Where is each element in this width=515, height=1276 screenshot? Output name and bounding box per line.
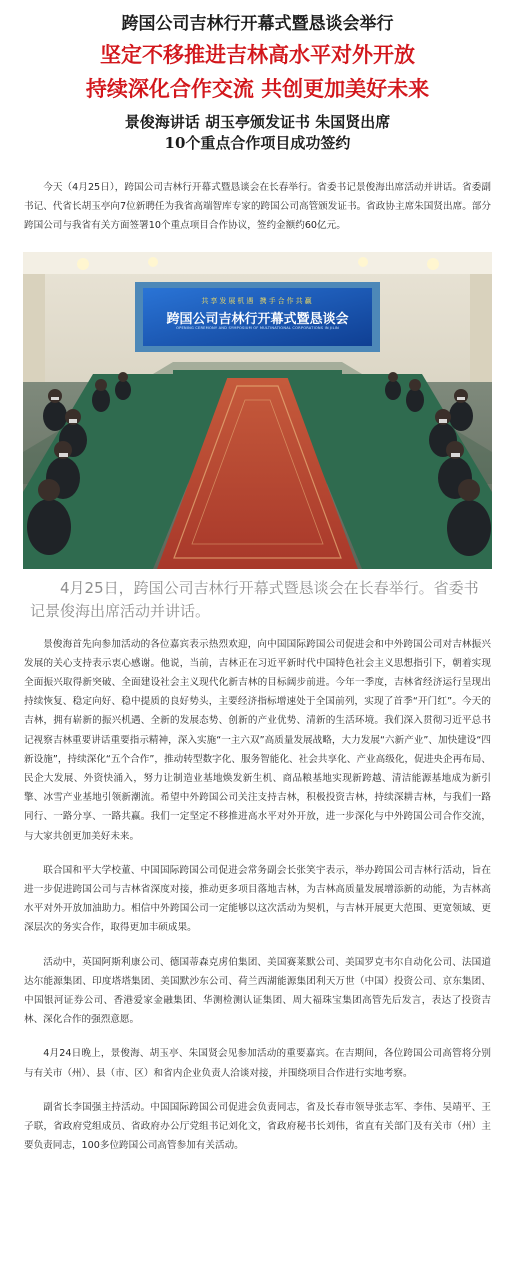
main-headline-line-2: 持续深化合作交流 共创更加美好未来: [85, 77, 430, 101]
kicker-title: 跨国公司吉林行开幕式暨恳谈会举行: [121, 14, 394, 34]
body-paragraph-3: 联合国和平大学校董、中国国际跨国公司促进会常务副会长张笑宇表示，举办跨国公司吉林行活动，旨在进一步促进跨国公司与吉林省深度对接，推动更多项目落地吉林，为吉林高质量发展增添新的动能，为吉林高水平对外开放加油助力。相信中外跨国公司一定能够以这次活动为契机，与吉林开展更大范围、更宽领域、更深层次的务实合作，取得更加丰硕成果。: [24, 864, 491, 934]
body-paragraph-2: 景俊海首先向参加活动的各位嘉宾表示热烈欢迎，向中国国际跨国公司促进会和中外跨国公司对吉林振兴发展的关心支持表示衷心感谢。他说，当前，吉林正在习近平新时代中国特色社会主义思想指引下，朝着实现全面振兴取得新突破、全面建设社会主义现代化新吉林的目标阔步前进。今年一季度，吉林省经济运行呈现出持续恢复、稳定向好、稳中提质的良好势头，主要经济指标增速处于全国前列，实现了首季“开门红”。今天的吉林，拥有崭新的振兴机遇、全新的发展态势、创新的产业优势、清新的生活环境。我们深入贯彻习近平总书记视察吉林重要讲话重要指示精神，深入实施“一主六双”高质量发展战略，大力发展“六新产业”、加快建设“四新设施”，持续深化“五个合作”，推动转型数字化、服务智能化、社会共享化、产业高级化，促进央企再布局、民企大发展、外资快涌入，努力让制造业基地焕发新生机、商品粮基地实现新跨越、清洁能源基地成为新引擎、冰雪产业基地引领新潮流。希望中外跨国公司关注支持吉林，积极投资吉林，持续深耕吉林，与我们一路同行、一路分享、一路共赢。我们一定坚定不移推进高水平对外开放，进一步深化与中外跨国公司合作交流，与大家共创更加美好未来。: [24, 638, 491, 842]
body-paragraph-5: 4月24日晚上，景俊海、胡玉亭、朱国贤会见参加活动的重要嘉宾。在吉期间，各位跨国公司高管将分别与有关市（州）、县（市、区）和省内企业负责人洽谈对接，并围绕项目合作进行实地考察。: [24, 1048, 491, 1079]
main-headline-line-1: 坚定不移推进吉林高水平对外开放: [100, 43, 415, 67]
lead-paragraph: 今天（4月25日），跨国公司吉林行开幕式暨恳谈会在长春举行。省委书记景俊海出席活动并讲话。省委副书记、代省长胡玉亭向7位新聘任为我省高端智库专家的跨国公司高管颁发证书。省政协主席朱国贤出席。部分跨国公司与我省有关方面签署10个重点项目合作协议，签约金额约60亿元。: [24, 182, 491, 232]
event-photo: [23, 252, 492, 569]
headline-block: [0, 0, 515, 154]
screen-subtitle: OPENING CEREMONY AND SYMPOSIUM OF MULTINATIONAL CORPORATIONS IN JILIN: [176, 325, 339, 330]
screen-title: 跨国公司吉林行开幕式暨恳谈会: [166, 311, 349, 327]
body-paragraph-4: 活动中，英国阿斯利康公司、德国蒂森克虏伯集团、美国赛莱默公司、美国罗克韦尔自动化公司、法国道达尔能源集团、印度塔塔集团、美国默沙东公司、荷兰西湖能源集团利天万世（中国）投资公司、京东集团、中国银河证券公司、香港爱家金融集团、华测检测认证集团、周大福珠宝集团高管先后发言，表达了投资吉林、深化合作的强烈意愿。: [24, 956, 491, 1026]
subheadline-line-2: 10个重点合作项目成功签约: [164, 134, 351, 152]
subheadline-line-1: 景俊海讲话 胡玉亭颁发证书 朱国贤出席: [124, 113, 391, 131]
body-paragraph-6: 副省长李国强主持活动。中国国际跨国公司促进会负责同志，省及长春市领导张志军、李伟、吴靖平、王子联，省政府党组成员、省政府办公厅党组书记刘化文，省政府秘书长刘伟，省直有关部门及有关市（州）主要负责同志，100多位跨国公司高管参加有关活动。: [24, 1101, 491, 1152]
photo-caption: 4月25日，跨国公司吉林行开幕式暨恳谈会在长春举行。省委书记景俊海出席活动并讲话。: [30, 578, 479, 620]
ceiling: [23, 252, 492, 274]
banner-slogan: 共享发展机遇 携手合作共赢: [201, 296, 314, 305]
